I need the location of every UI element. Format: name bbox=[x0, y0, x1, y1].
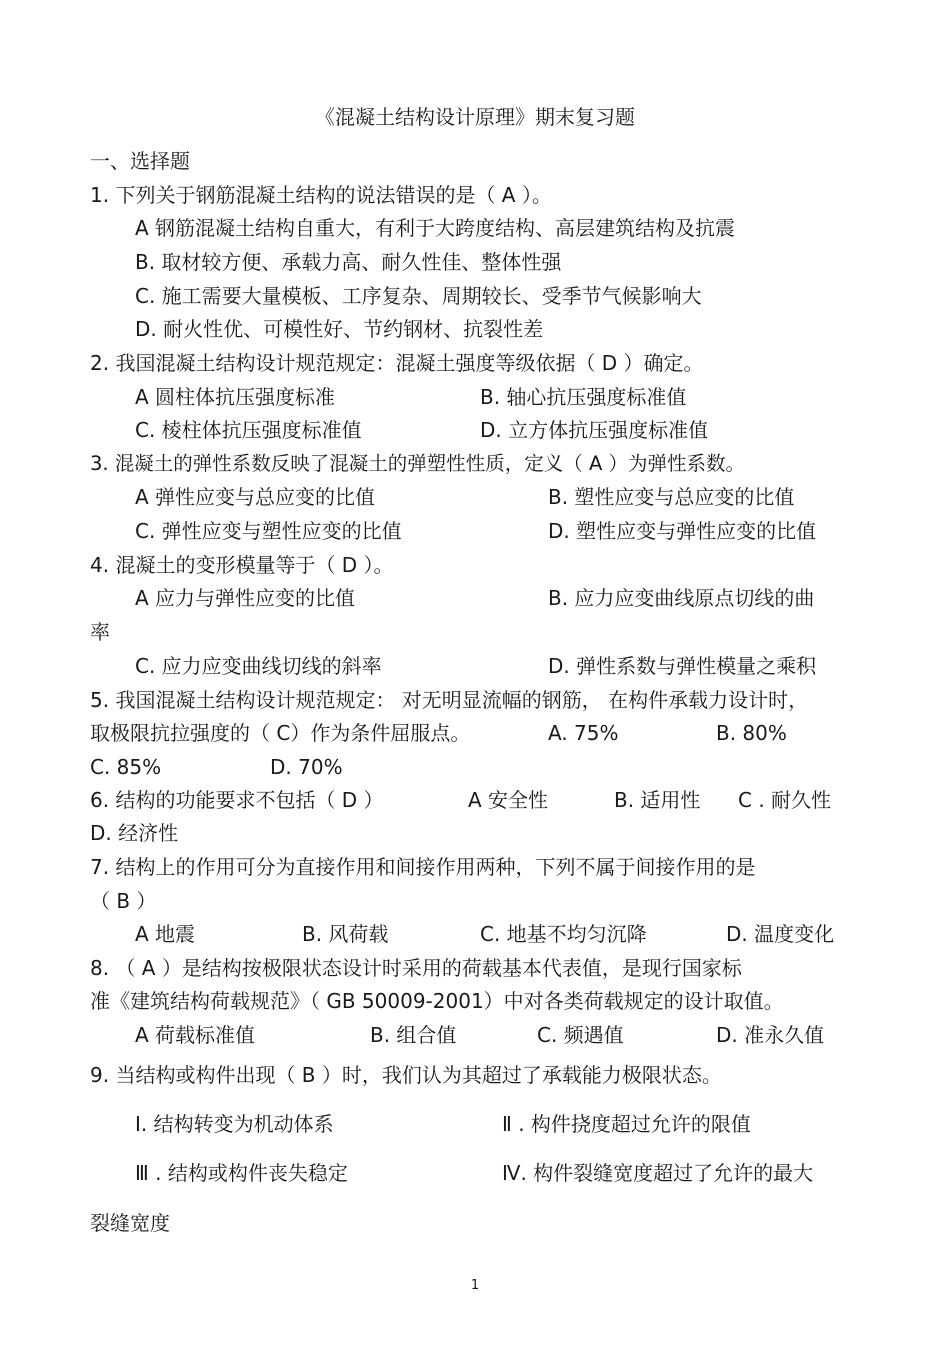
q9-item-i: Ⅰ. 结构转变为机动体系 bbox=[135, 1112, 334, 1136]
q8-option-d: D. 准永久值 bbox=[716, 1023, 825, 1047]
q4-option-c: C. 应力应变曲线切线的斜率 bbox=[135, 654, 382, 678]
question-8: 8. （ A ）是结构按极限状态设计时采用的荷载基本代表值，是现行国家标 bbox=[90, 956, 742, 980]
question-8-cont: 准《建筑结构荷载规范》（ GB 50009-2001）中对各类荷载规定的设计取值。 bbox=[90, 989, 784, 1013]
question-6: 6. 结构的功能要求不包括（ D ） bbox=[90, 788, 384, 812]
q8-option-b: B. 组合值 bbox=[370, 1023, 457, 1047]
q3-option-d: D. 塑性应变与弹性应变的比值 bbox=[548, 519, 817, 543]
q8-option-c: C. 频遇值 bbox=[537, 1023, 624, 1047]
question-5-cont: 取极限抗拉强度的（ C）作为条件屈服点。 bbox=[90, 721, 471, 745]
question-1: 1. 下列关于钢筋混凝土结构的说法错误的是（ A ）。 bbox=[90, 183, 552, 207]
q7-option-d: D. 温度变化 bbox=[726, 922, 835, 946]
q8-option-a: A 荷载标准值 bbox=[135, 1023, 256, 1047]
q9-item-iv: Ⅳ. 构件裂缝宽度超过了允许的最大 bbox=[502, 1161, 814, 1185]
q5-option-a: A. 75% bbox=[548, 721, 619, 745]
q2-option-a: A 圆柱体抗压强度标准 bbox=[135, 385, 336, 409]
q1-option-a: A 钢筋混凝土结构自重大，有利于大跨度结构、高层建筑结构及抗震 bbox=[135, 216, 736, 240]
q2-option-b: B. 轴心抗压强度标准值 bbox=[480, 385, 687, 409]
q3-option-c: C. 弹性应变与塑性应变的比值 bbox=[135, 519, 402, 543]
q3-option-b: B. 塑性应变与总应变的比值 bbox=[548, 485, 795, 509]
q2-option-c: C. 棱柱体抗压强度标准值 bbox=[135, 418, 362, 442]
q9-item-ii: Ⅱ . 构件挠度超过允许的限值 bbox=[502, 1112, 751, 1136]
q2-option-d: D. 立方体抗压强度标准值 bbox=[480, 418, 709, 442]
question-5: 5. 我国混凝土结构设计规范规定： 对无明显流幅的钢筋， 在构件承载力设计时， bbox=[90, 688, 809, 712]
document-title: 《混凝土结构设计原理》期末复习题 bbox=[315, 105, 635, 129]
q7-option-b: B. 风荷载 bbox=[302, 922, 389, 946]
question-7: 7. 结构上的作用可分为直接作用和间接作用两种，下列不属于间接作用的是 bbox=[90, 855, 756, 879]
q7-option-c: C. 地基不均匀沉降 bbox=[480, 922, 647, 946]
q1-option-c: C. 施工需要大量模板、工序复杂、周期较长、受季节气候影响大 bbox=[135, 284, 702, 308]
q1-option-d: D. 耐火性优、可模性好、节约钢材、抗裂性差 bbox=[135, 317, 544, 341]
question-4: 4. 混凝土的变形模量等于（ D ）。 bbox=[90, 553, 394, 577]
q4-option-d: D. 弹性系数与弹性模量之乘积 bbox=[548, 654, 817, 678]
q7-option-a: A 地震 bbox=[135, 922, 196, 946]
q4-option-b: B. 应力应变曲线原点切线的曲 bbox=[548, 586, 815, 610]
question-2: 2. 我国混凝土结构设计规范规定：混凝土强度等级依据（ D ）确定。 bbox=[90, 351, 704, 375]
q6-option-b: B. 适用性 bbox=[614, 788, 701, 812]
question-3: 3. 混凝土的弹性系数反映了混凝土的弹塑性性质，定义（ A ）为弹性系数。 bbox=[90, 452, 746, 475]
section-heading: 一、选择题 bbox=[90, 149, 190, 173]
page-number: 1 bbox=[470, 1278, 480, 1293]
q9-item-iii: Ⅲ . 结构或构件丧失稳定 bbox=[135, 1161, 348, 1185]
q1-option-b: B. 取材较方便、承载力高、耐久性佳、整体性强 bbox=[135, 250, 562, 274]
q6-option-c: C . 耐久性 bbox=[738, 788, 832, 812]
q5-option-b: B. 80% bbox=[716, 721, 787, 745]
q9-item-iv-cont: 裂缝宽度 bbox=[90, 1211, 170, 1235]
q6-option-a: A 安全性 bbox=[468, 788, 549, 812]
q3-option-a: A 弹性应变与总应变的比值 bbox=[135, 485, 376, 509]
q4-option-a: A 应力与弹性应变的比值 bbox=[135, 586, 356, 610]
q5-option-d: D. 70% bbox=[270, 755, 343, 779]
question-7-answer: （ B ） bbox=[90, 889, 157, 913]
q4-option-b-cont: 率 bbox=[90, 620, 110, 644]
q6-option-d: D. 经济性 bbox=[90, 821, 179, 845]
question-9: 9. 当结构或构件出现（ B ）时，我们认为其超过了承载能力极限状态。 bbox=[90, 1063, 722, 1087]
q5-option-c: C. 85% bbox=[90, 755, 162, 779]
